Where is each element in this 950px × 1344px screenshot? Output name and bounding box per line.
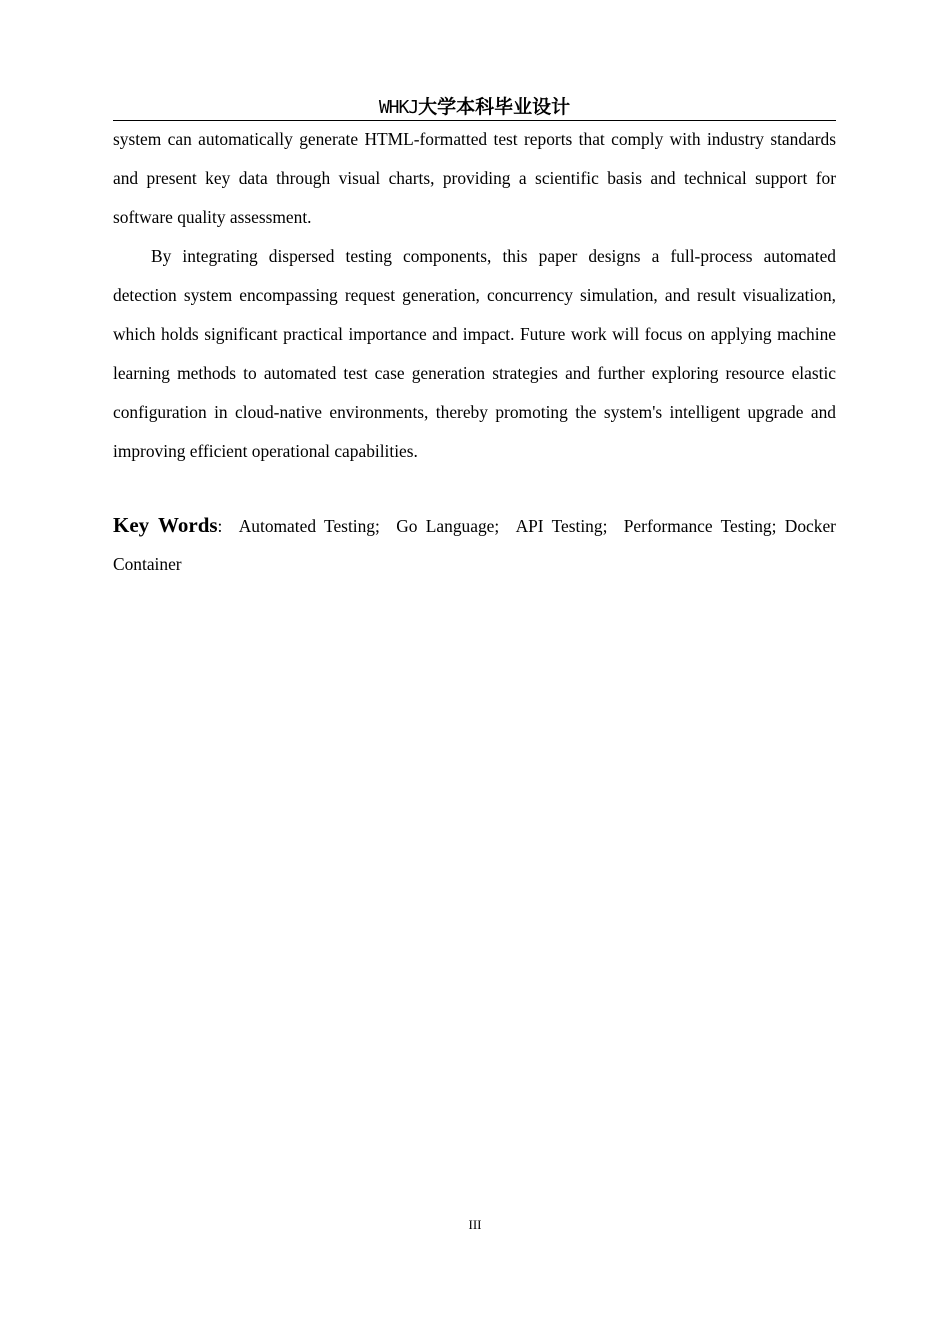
keyword-item: Automated Testing; [238,516,380,536]
keyword-item: API Testing; [515,516,608,536]
abstract-body [113,120,836,471]
abstract-paragraph-continued: system can automatically generate HTML-formatted test reports that comply with industry standards and present key data through visual charts, providing a scientific basis and technical support for software quality assessment. [113,129,836,227]
keywords-separator: : [217,516,223,536]
keywords-label: Key Words [113,513,218,537]
running-header [113,94,836,121]
abstract-paragraph: By integrating dispersed testing components, this paper designs a full-process automated detection system encompassing request generation, concurrency simulation, and result visualization, which holds significant practical importance and impact. Future work will focus on applying machine learning methods to automated test case generation strategies and further exploring resource elastic configuration in cloud-native environments, thereby promoting the system's intelligent upgrade and improving efficient operational capabilities. [113,246,836,461]
keywords-section [113,506,836,583]
page-number: III [468,1217,482,1232]
header-document-type: 大学本科毕业设计 [418,96,571,118]
keyword-item: Go Language; [396,516,500,536]
keyword-item: Performance Testing; [623,516,777,536]
header-university-code: WHKJ [378,97,419,118]
keyword-item: Docker Container [113,516,836,574]
